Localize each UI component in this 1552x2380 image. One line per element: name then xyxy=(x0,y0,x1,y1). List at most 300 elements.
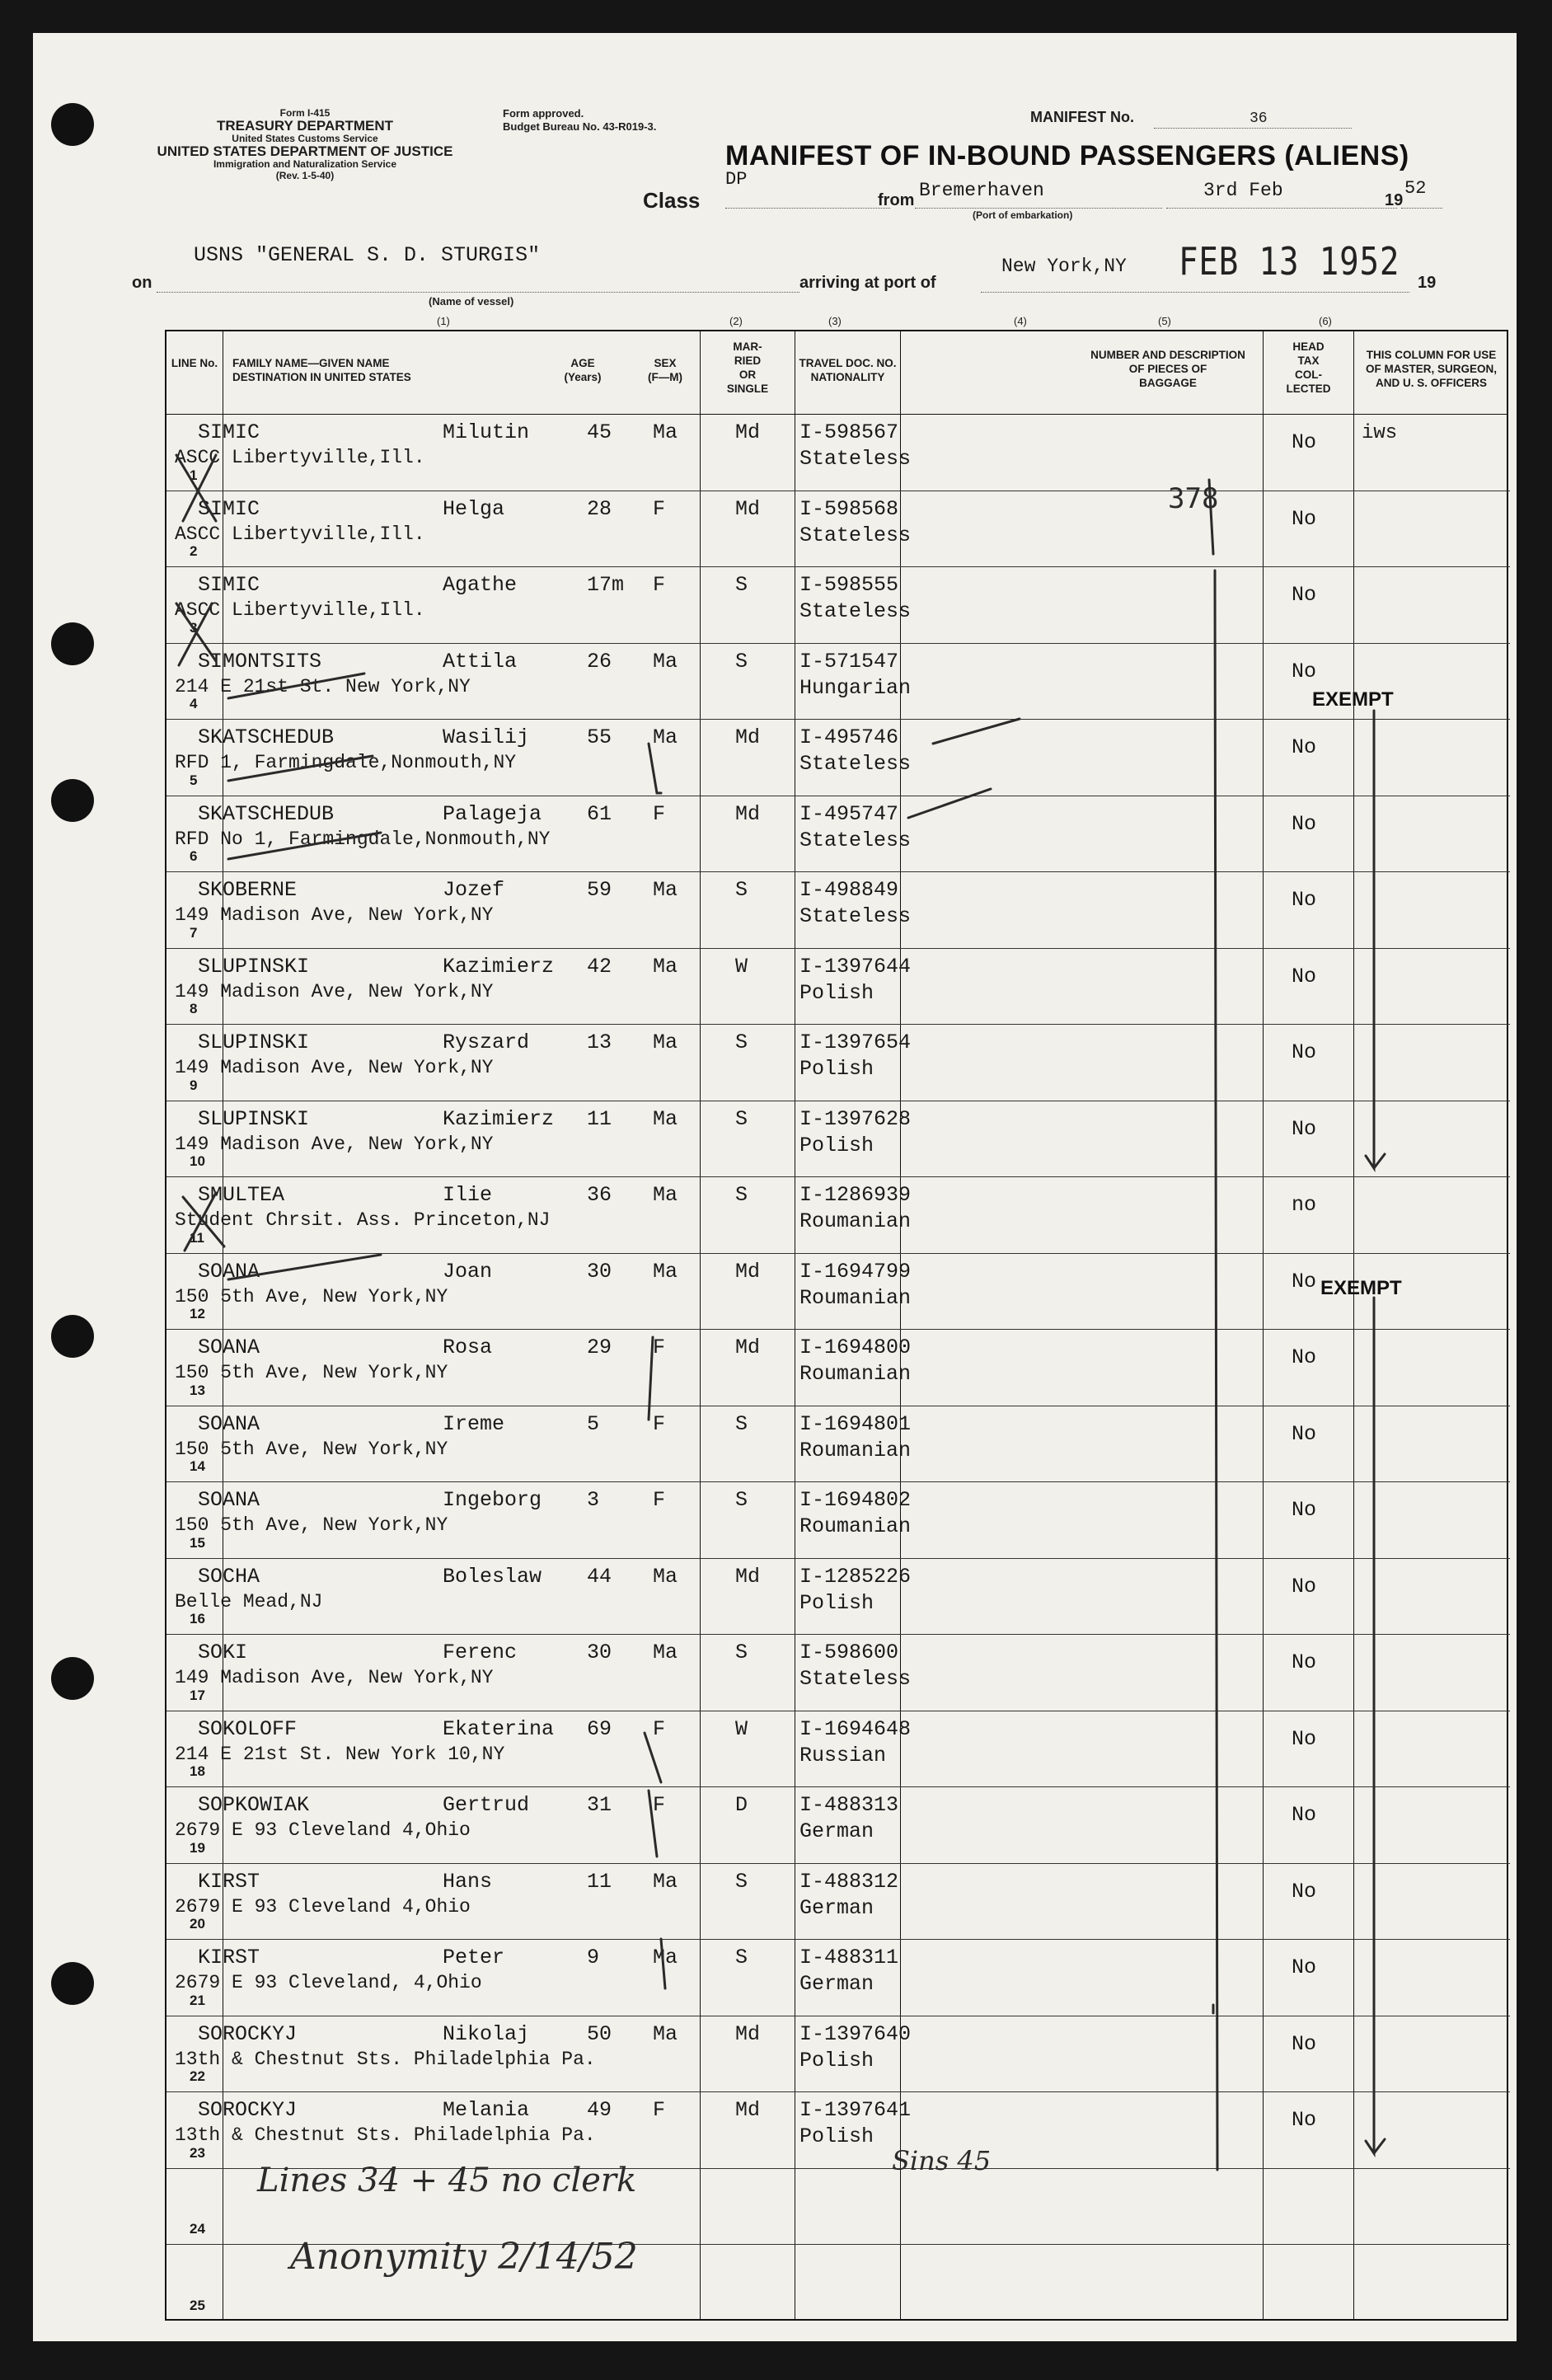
head-tax-collected: No xyxy=(1292,1803,1317,1827)
column-header-officers-line3: AND U. S. OFFICERS xyxy=(1375,377,1487,389)
sex: Ma xyxy=(653,1641,678,1664)
sex: Ma xyxy=(653,1030,678,1054)
given-name: Jozef xyxy=(443,878,505,902)
family-name: KIRST xyxy=(198,1946,260,1969)
table-row xyxy=(166,491,1510,567)
travel-document-number: I-1397644 xyxy=(799,954,912,979)
nationality: Stateless xyxy=(799,828,912,852)
travel-document-number: I-1694648 xyxy=(799,1716,912,1741)
destination: ASCC Libertyville,Ill. xyxy=(175,447,425,468)
exempt-stamp-2: EXEMPT xyxy=(1320,1277,1402,1299)
given-name: Ingeborg xyxy=(443,1488,542,1512)
nationality: Stateless xyxy=(799,752,912,776)
table-row xyxy=(166,871,1510,948)
head-tax-collected: No xyxy=(1292,430,1317,454)
marital-status: S xyxy=(735,1488,748,1512)
line-number: 11 xyxy=(190,1229,204,1246)
nationality: Roumanian xyxy=(799,1438,912,1462)
column-header-travel-doc xyxy=(795,356,900,384)
age: 29 xyxy=(587,1336,612,1359)
destination: 149 Madison Ave, New York,NY xyxy=(175,1057,494,1078)
line-number: 15 xyxy=(190,1534,205,1551)
departure-date: 3rd Feb xyxy=(1203,180,1283,201)
line-number: 13 xyxy=(190,1382,205,1398)
destination: RFD 1, Farmingdale,Nonmouth,NY xyxy=(175,752,517,773)
age: 45 xyxy=(587,420,612,444)
line-number: 12 xyxy=(190,1306,205,1321)
head-tax-collected: No xyxy=(1292,1650,1317,1674)
column-header-sex-line2: (F—M) xyxy=(648,371,682,383)
handwritten-note-line25: Anonymity 2/14/52 xyxy=(290,2236,638,2278)
marital-status: W xyxy=(735,1716,748,1741)
head-tax-collected: No xyxy=(1292,1421,1317,1446)
nationality: Polish xyxy=(799,1057,874,1081)
travel-document-number: I-488312 xyxy=(799,1869,899,1894)
line-number: 14 xyxy=(190,1458,205,1474)
marital-status: Md xyxy=(735,1259,761,1284)
nationality: Polish xyxy=(799,2048,874,2073)
column-header-married xyxy=(701,340,795,396)
column-header-name-line1: FAMILY NAME—GIVEN NAME xyxy=(232,357,390,369)
column-number-3: (3) xyxy=(828,315,842,327)
class-label: Class xyxy=(643,188,701,213)
column-header-head-tax xyxy=(1264,340,1353,396)
table-row xyxy=(166,566,1510,643)
destination: 214 E 21st St. New York,NY xyxy=(175,675,471,697)
given-name: Ferenc xyxy=(443,1641,518,1664)
family-name: SOROCKYJ xyxy=(198,2098,298,2122)
destination: Belle Mead,NJ xyxy=(175,1590,323,1612)
travel-document-number: I-1286939 xyxy=(799,1183,912,1207)
family-name: SOCHA xyxy=(198,1564,260,1589)
passenger-table xyxy=(165,330,1508,2321)
marital-status: S xyxy=(735,1946,748,1969)
nationality: German xyxy=(799,1895,874,1920)
given-name: Ireme xyxy=(443,1411,505,1436)
from-label: from xyxy=(878,191,915,209)
age: 11 xyxy=(587,1106,612,1131)
head-tax-collected: No xyxy=(1292,1269,1317,1293)
column-header-tax-line4: LECTED xyxy=(1286,383,1331,395)
column-header-officers-line2: OF MASTER, SURGEON, xyxy=(1365,363,1497,375)
sex: Ma xyxy=(653,1106,678,1131)
column-header-age-line2: (Years) xyxy=(564,371,602,383)
destination: 2679 E 93 Cleveland, 4,Ohio xyxy=(175,1972,482,1993)
given-name: Kazimierz xyxy=(443,954,555,979)
nationality: Polish xyxy=(799,1590,874,1615)
nationality: Roumanian xyxy=(799,1514,912,1538)
family-name: SIMONTSITS xyxy=(198,649,322,674)
table-row xyxy=(166,1634,1510,1711)
punch-hole xyxy=(51,1657,94,1700)
column-header-tax-line1: HEAD xyxy=(1292,340,1325,353)
destination: 13th & Chestnut Sts. Philadelphia Pa. xyxy=(175,2048,596,2070)
nationality: Stateless xyxy=(799,523,912,547)
column-header-married-line3: OR xyxy=(738,369,757,381)
travel-document-number: I-571547 xyxy=(799,649,899,674)
head-tax-collected: No xyxy=(1292,735,1317,759)
age: 3 xyxy=(587,1488,600,1512)
line-number: 16 xyxy=(190,1611,205,1627)
table-row xyxy=(166,1329,1510,1406)
column-number-5: (5) xyxy=(1158,315,1171,327)
column-header-baggage-line1: NUMBER AND DESCRIPTION xyxy=(1090,349,1245,361)
given-name: Attila xyxy=(443,649,518,674)
given-name: Agathe xyxy=(443,573,518,597)
age: 49 xyxy=(587,2098,612,2122)
line-number: 8 xyxy=(190,1001,198,1016)
family-name: SOKOLOFF xyxy=(198,1716,298,1741)
column-header-baggage-line3: BAGGAGE xyxy=(1139,377,1197,389)
baggage-count-note: 378 xyxy=(1168,482,1219,515)
sex: F xyxy=(653,1411,666,1436)
officer-note-iws: iws xyxy=(1362,422,1398,444)
nationality: Stateless xyxy=(799,1667,912,1691)
head-tax-collected: No xyxy=(1292,964,1317,988)
age: 9 xyxy=(587,1946,600,1969)
port-of-embarkation: Bremerhaven xyxy=(919,180,1044,201)
column-number-4: (4) xyxy=(1014,315,1027,327)
travel-document-number: I-498849 xyxy=(799,878,899,902)
sex: F xyxy=(653,801,666,826)
given-name: Nikolaj xyxy=(443,2021,530,2046)
nationality: Stateless xyxy=(799,904,912,928)
travel-document-number: I-488313 xyxy=(799,1793,899,1817)
age: 59 xyxy=(587,878,612,902)
travel-document-number: I-1397628 xyxy=(799,1106,912,1131)
sex: Ma xyxy=(653,420,678,444)
column-header-married-line1: MAR- xyxy=(733,340,762,353)
marital-status: Md xyxy=(735,725,761,749)
table-row xyxy=(166,1406,1510,1482)
given-name: Rosa xyxy=(443,1336,493,1359)
head-tax-collected: No xyxy=(1292,888,1317,912)
immigration-service: Immigration and Naturalization Service xyxy=(213,158,397,170)
head-tax-collected: No xyxy=(1292,583,1317,607)
customs-service: United States Customs Service xyxy=(232,133,378,144)
age: 26 xyxy=(587,649,612,674)
vessel-name: USNS "GENERAL S. D. STURGIS" xyxy=(194,243,541,267)
nationality: Roumanian xyxy=(799,1285,912,1310)
treasury-department: TREASURY DEPARTMENT xyxy=(216,118,394,134)
column-header-travel-line2: NATIONALITY xyxy=(810,371,885,383)
table-row xyxy=(166,414,1510,491)
column-header-married-line2: RIED xyxy=(734,354,762,367)
given-name: Peter xyxy=(443,1946,505,1969)
table-row xyxy=(166,643,1510,720)
age: 30 xyxy=(587,1641,612,1664)
travel-document-number: I-1397654 xyxy=(799,1030,912,1054)
arriving-label: arriving at port of xyxy=(799,274,936,292)
age: 13 xyxy=(587,1030,612,1054)
punch-hole xyxy=(51,1962,94,2005)
travel-document-number: I-598600 xyxy=(799,1641,899,1664)
family-name: SOROCKYJ xyxy=(198,2021,298,2046)
column-header-baggage xyxy=(1073,348,1263,390)
given-name: Kazimierz xyxy=(443,1106,555,1131)
family-name: SOANA xyxy=(198,1488,260,1512)
line-number: 2 xyxy=(190,543,198,559)
sex: F xyxy=(653,2098,666,2122)
head-tax-collected: No xyxy=(1292,811,1317,836)
column-header-age-line1: AGE xyxy=(570,357,595,369)
family-name: SOKI xyxy=(198,1641,248,1664)
sex: Ma xyxy=(653,1946,678,1969)
manifest-page xyxy=(33,33,1517,2341)
year-end: 19 xyxy=(1418,274,1437,292)
travel-document-number: I-1694802 xyxy=(799,1488,912,1512)
marital-status: W xyxy=(735,954,748,979)
sex: Ma xyxy=(653,1259,678,1284)
head-tax-collected: No xyxy=(1292,1879,1317,1904)
marital-status: Md xyxy=(735,1336,761,1359)
travel-document-number: I-1397641 xyxy=(799,2098,912,2122)
column-header-age xyxy=(554,356,612,384)
class-value: DP xyxy=(725,169,748,190)
column-header-married-line4: SINGLE xyxy=(726,383,769,395)
family-name: SIMIC xyxy=(198,573,260,597)
column-header-baggage-line2: OF PIECES OF xyxy=(1128,363,1207,375)
line-number: 18 xyxy=(190,1763,205,1779)
column-header-officers xyxy=(1354,348,1508,390)
column-header-officers-line1: THIS COLUMN FOR USE xyxy=(1366,349,1497,361)
destination: 150 5th Ave, New York,NY xyxy=(175,1438,448,1460)
marital-status: S xyxy=(735,1030,748,1054)
given-name: Melania xyxy=(443,2098,530,2122)
marital-status: Md xyxy=(735,420,761,444)
given-name: Boleslaw xyxy=(443,1564,542,1589)
table-row xyxy=(166,2016,1510,2092)
head-tax-collected: No xyxy=(1292,1116,1317,1141)
sex: F xyxy=(653,1488,666,1512)
sex: F xyxy=(653,573,666,597)
marital-status: S xyxy=(735,1106,748,1131)
form-revision: (Rev. 1-5-40) xyxy=(275,170,335,181)
line-number: 19 xyxy=(190,1839,205,1856)
destination: ASCC Libertyville,Ill. xyxy=(175,599,425,621)
marital-status: Md xyxy=(735,2098,761,2122)
form-number: Form I-415 xyxy=(279,107,331,119)
line-number: 17 xyxy=(190,1687,205,1703)
age: 28 xyxy=(587,496,612,521)
column-header-travel-line1: TRAVEL DOC. NO. xyxy=(799,357,897,369)
form-agency-block xyxy=(157,107,453,181)
travel-document-number: I-598555 xyxy=(799,573,899,597)
head-tax-collected: No xyxy=(1292,1726,1317,1751)
family-name: SIMIC xyxy=(198,420,260,444)
destination: 2679 E 93 Cleveland 4,Ohio xyxy=(175,1819,471,1841)
line-number: 9 xyxy=(190,1077,198,1093)
marital-status: D xyxy=(735,1793,748,1817)
column-header-line xyxy=(166,356,223,370)
family-name: SLUPINSKI xyxy=(198,954,310,979)
destination: 150 5th Ave, New York,NY xyxy=(175,1514,448,1536)
age: 69 xyxy=(587,1716,612,1741)
table-row xyxy=(166,948,1510,1025)
manifest-number-value: 36 xyxy=(1250,110,1268,127)
marital-status: S xyxy=(735,649,748,674)
family-name: SLUPINSKI xyxy=(198,1106,310,1131)
sex: F xyxy=(653,1793,666,1817)
on-label: on xyxy=(132,274,152,292)
column-header-name-line2: DESTINATION IN UNITED STATES xyxy=(232,371,411,383)
age: 17m xyxy=(587,573,625,597)
given-name: Hans xyxy=(443,1869,493,1894)
vessel-caption: (Name of vessel) xyxy=(429,295,514,307)
family-name: SOANA xyxy=(198,1259,260,1284)
destination: ASCC Libertyville,Ill. xyxy=(175,523,425,545)
table-row xyxy=(166,1253,1510,1330)
nationality: Russian xyxy=(799,1743,887,1767)
head-tax-collected: No xyxy=(1292,1955,1317,1979)
marital-status: S xyxy=(735,1411,748,1436)
destination: 214 E 21st St. New York 10,NY xyxy=(175,1743,505,1765)
nationality: German xyxy=(799,1972,874,1996)
head-tax-collected: No xyxy=(1292,1498,1317,1522)
travel-document-number: I-495746 xyxy=(799,725,899,749)
punch-hole xyxy=(51,1315,94,1358)
nationality: Stateless xyxy=(799,599,912,623)
destination: 150 5th Ave, New York,NY xyxy=(175,1362,448,1383)
nationality: Hungarian xyxy=(799,675,912,700)
marital-status: S xyxy=(735,573,748,597)
line-number: 7 xyxy=(190,924,198,941)
given-name: Palageja xyxy=(443,801,542,826)
column-header-sex-line1: SEX xyxy=(654,357,677,369)
given-name: Helga xyxy=(443,496,505,521)
family-name: SOPKOWIAK xyxy=(198,1793,310,1817)
nationality: Polish xyxy=(799,2124,874,2148)
age: 44 xyxy=(587,1564,612,1589)
given-name: Milutin xyxy=(443,420,530,444)
family-name: SLUPINSKI xyxy=(198,1030,310,1054)
head-tax-collected: No xyxy=(1292,1574,1317,1598)
destination: 149 Madison Ave, New York,NY xyxy=(175,1133,494,1155)
marital-status: Md xyxy=(735,496,761,521)
destination: 149 Madison Ave, New York,NY xyxy=(175,1667,494,1688)
sex: Ma xyxy=(653,725,678,749)
line-number: 25 xyxy=(190,2297,205,2313)
destination: 149 Madison Ave, New York,NY xyxy=(175,904,494,926)
punch-hole xyxy=(51,103,94,146)
table-row xyxy=(166,1786,1510,1863)
travel-document-number: I-1694799 xyxy=(799,1259,912,1284)
line-number: 24 xyxy=(190,2221,205,2237)
family-name: SKOBERNE xyxy=(198,878,298,902)
table-row xyxy=(166,1481,1510,1558)
head-tax-collected: no xyxy=(1292,1193,1317,1217)
column-number-6: (6) xyxy=(1319,315,1332,327)
sex: Ma xyxy=(653,1183,678,1207)
travel-document-number: I-598568 xyxy=(799,496,899,521)
table-row xyxy=(166,1939,1510,2016)
line-number: 23 xyxy=(190,2144,205,2161)
sex: Ma xyxy=(653,2021,678,2046)
head-tax-collected: No xyxy=(1292,506,1317,531)
head-tax-collected: No xyxy=(1292,1345,1317,1369)
sex: F xyxy=(653,496,666,521)
nationality: Polish xyxy=(799,980,874,1005)
head-tax-collected: No xyxy=(1292,2031,1317,2056)
column-header-line-label: LINE No. xyxy=(171,357,218,369)
marital-status: S xyxy=(735,1641,748,1664)
destination: 149 Madison Ave, New York,NY xyxy=(175,980,494,1002)
punch-hole xyxy=(51,622,94,665)
arrival-date-stamp: FEB 13 1952 xyxy=(1179,239,1400,284)
handwritten-note-line24: Lines 34 + 45 no clerk xyxy=(257,2162,637,2199)
age: 61 xyxy=(587,801,612,826)
head-tax-collected: No xyxy=(1292,2108,1317,2132)
marital-status: S xyxy=(735,1183,748,1207)
marital-status: Md xyxy=(735,2021,761,2046)
manifest-number xyxy=(1030,109,1268,127)
line-number: 21 xyxy=(190,1992,205,2008)
family-name: SMULTEA xyxy=(198,1183,285,1207)
sex: Ma xyxy=(653,1869,678,1894)
family-name: SIMIC xyxy=(198,496,260,521)
sex: Ma xyxy=(653,878,678,902)
punch-hole xyxy=(51,779,94,822)
family-name: SKATSCHEDUB xyxy=(198,725,335,749)
table-row xyxy=(166,1176,1510,1253)
table-row xyxy=(166,1024,1510,1101)
sex: Ma xyxy=(653,954,678,979)
line-number: 4 xyxy=(190,696,198,711)
age: 30 xyxy=(587,1259,612,1284)
form-approved: Form approved. xyxy=(503,107,584,120)
family-name: KIRST xyxy=(198,1869,260,1894)
manifest-title: MANIFEST OF IN-BOUND PASSENGERS (ALIENS) xyxy=(725,140,1409,171)
nationality: Polish xyxy=(799,1133,874,1157)
travel-document-number: I-1694801 xyxy=(799,1411,912,1436)
travel-document-number: I-1694800 xyxy=(799,1336,912,1359)
line-number: 3 xyxy=(190,619,198,636)
age: 5 xyxy=(587,1411,600,1436)
age: 31 xyxy=(587,1793,612,1817)
table-row xyxy=(166,1558,1510,1635)
travel-document-number: I-495747 xyxy=(799,801,899,826)
destination: 13th & Chestnut Sts. Philadelphia Pa. xyxy=(175,2124,596,2146)
marital-status: S xyxy=(735,878,748,902)
nationality: Roumanian xyxy=(799,1209,912,1233)
line-number: 5 xyxy=(190,772,198,788)
sex: F xyxy=(653,1336,666,1359)
travel-document-number: I-598567 xyxy=(799,420,899,444)
given-name: Gertrud xyxy=(443,1793,530,1817)
given-name: Ekaterina xyxy=(443,1716,555,1741)
line-number: 1 xyxy=(190,467,198,483)
head-tax-collected: No xyxy=(1292,1040,1317,1064)
age: 42 xyxy=(587,954,612,979)
sex: F xyxy=(653,1716,666,1741)
destination: Student Chrsit. Ass. Princeton,NJ xyxy=(175,1209,551,1231)
given-name: Ryszard xyxy=(443,1030,530,1054)
table-row xyxy=(166,719,1510,796)
year-suffix: 52 xyxy=(1404,178,1427,199)
table-row xyxy=(166,1863,1510,1940)
head-tax-collected: No xyxy=(1292,659,1317,683)
travel-document-number: I-1397640 xyxy=(799,2021,912,2046)
table-row xyxy=(166,2091,1510,2168)
column-number-2: (2) xyxy=(729,315,743,327)
given-name: Wasilij xyxy=(443,725,530,749)
travel-document-number: I-488311 xyxy=(799,1946,899,1969)
line-number: 22 xyxy=(190,2068,205,2084)
manifest-number-label: MANIFEST No. xyxy=(1030,109,1134,125)
department-of-justice: UNITED STATES DEPARTMENT OF JUSTICE xyxy=(157,143,453,159)
year-prefix: 19 xyxy=(1385,191,1404,209)
line-number: 10 xyxy=(190,1153,205,1169)
